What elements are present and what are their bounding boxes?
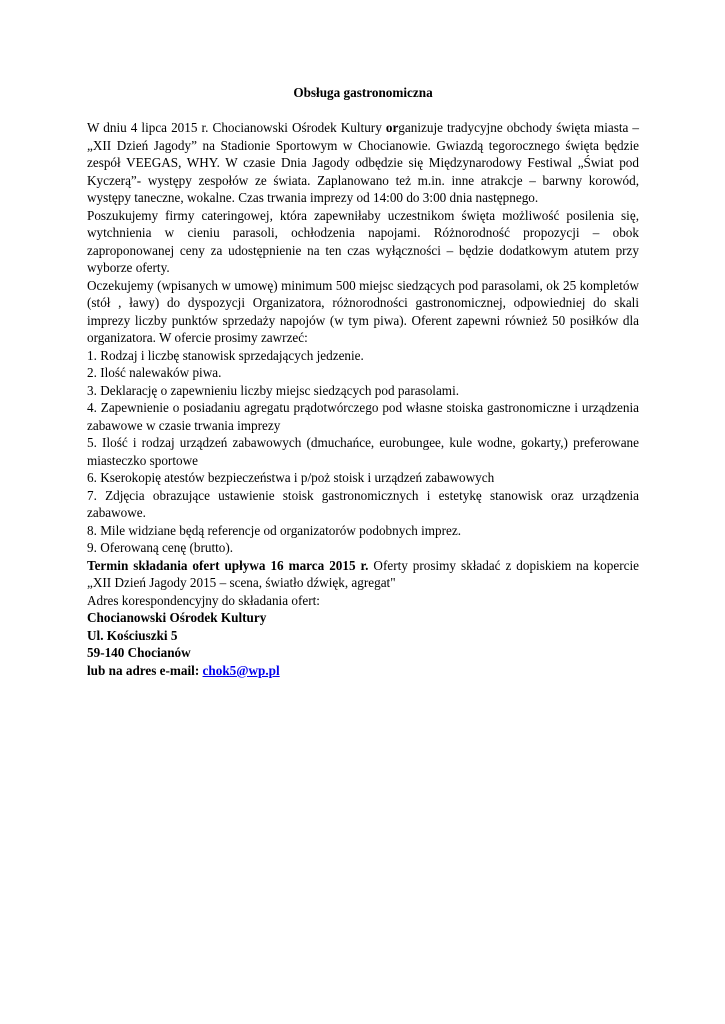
list-item: 9. Oferowaną cenę (brutto). — [87, 540, 234, 555]
email-line — [87, 662, 639, 680]
email-link[interactable]: chok5@wp.pl — [202, 662, 280, 678]
intro-text-start: W dniu 4 lipca 2015 r. Chocianowski Ośrodek Kultury — [87, 120, 386, 135]
list-item: 7. Zdjęcia obrazujące ustawienie stoisk gastronomicznych i estetykę stanowisk oraz urządzenia zabawowe. — [87, 487, 639, 520]
document-title: Obsługa gastronomiczna — [293, 85, 433, 100]
intro-bold-fragment: or — [385, 120, 399, 135]
email-prefix: lub na adres e-mail: — [87, 662, 203, 678]
list-item: 8. Mile widziane będą referencje od organizatorów podobnych imprez. — [87, 522, 461, 538]
address-line-city: 59-140 Chocianów — [87, 645, 191, 660]
address-label: Adres korespondencyjny do składania ofert: — [87, 592, 320, 608]
expectations-paragraph: Oczekujemy (wpisanych w umowę) minimum 500 miejsc siedzących pod parasolami, ok 25 kompletów (stół , ławy) do dyspozycji Organizatora, różnorodności gastronomicznej, odpowiedniej do skali imprezy liczby punktów sprzedaży napojów (w tym piwa). Oferent zapewni również 50 posiłków dla organizatora. W ofercie prosimy zawrzeć: — [87, 277, 639, 345]
intro-text-rest: ganizuje tradycyjne obchody święta miasta – „XII Dzień Jagody” na Stadionie Sportowym w Chocianowie. Gwiazdą tegorocznego święta będzie zespół VEEGAS, WHY. W czasie Dnia Jagody odbędzie się Międzynarodowy Festiwal „Świat pod Kyczerą”- występy zespołów ze świata. Zaplanowano też m.in. inne atrakcje – barwny korowód, występy taneczne, wokalne. Czas trwania imprezy od 14:00 do 3:00 dnia następnego. — [87, 120, 639, 205]
catering-paragraph: Poszukujemy firmy cateringowej, która zapewniłaby uczestnikom święta możliwość posilenia się, wytchnienia w cieniu parasoli, ochłodzenia napojami. Różnorodność propozycji – obok zaproponowanej ceny za udostępnienie na ten czas wyłączności – będzie dodatkowym atutem przy wyborze oferty. — [87, 207, 639, 275]
list-item: 6. Kserokopię atestów bezpieczeństwa i p/poż stoisk i urządzeń zabawowych — [87, 470, 495, 485]
requirements-list — [87, 347, 639, 557]
address-line-organization: Chocianowski Ośrodek Kultury — [87, 610, 267, 625]
deadline-bold: Termin składania ofert upływa 16 marca 2015 r. — [87, 557, 369, 573]
list-item: 2. Ilość nalewaków piwa. — [87, 365, 222, 380]
list-item: 5. Ilość i rodzaj urządzeń zabawowych (dmuchańce, eurobungee, kule wodne, gokarty,) preferowane miasteczko sportowe — [87, 435, 639, 468]
list-item: 3. Deklarację o zapewnieniu liczby miejsc siedzących pod parasolami. — [87, 382, 460, 398]
list-item: 1. Rodzaj i liczbę stanowisk sprzedających jedzenie. — [87, 347, 364, 363]
deadline-rest: Oferty prosimy składać z dopiskiem na kopercie „XII Dzień Jagody 2015 – scena, światło dźwięk, agregat" — [87, 557, 639, 590]
deadline-paragraph — [87, 557, 639, 592]
intro-paragraph — [87, 119, 639, 207]
address-line-street: Ul. Kościuszki 5 — [87, 627, 178, 643]
list-item: 4. Zapewnienie o posiadaniu agregatu prądotwórczego pod własne stoiska gastronomiczne i urządzenia zabawowe w czasie trwania imprezy — [87, 400, 639, 433]
